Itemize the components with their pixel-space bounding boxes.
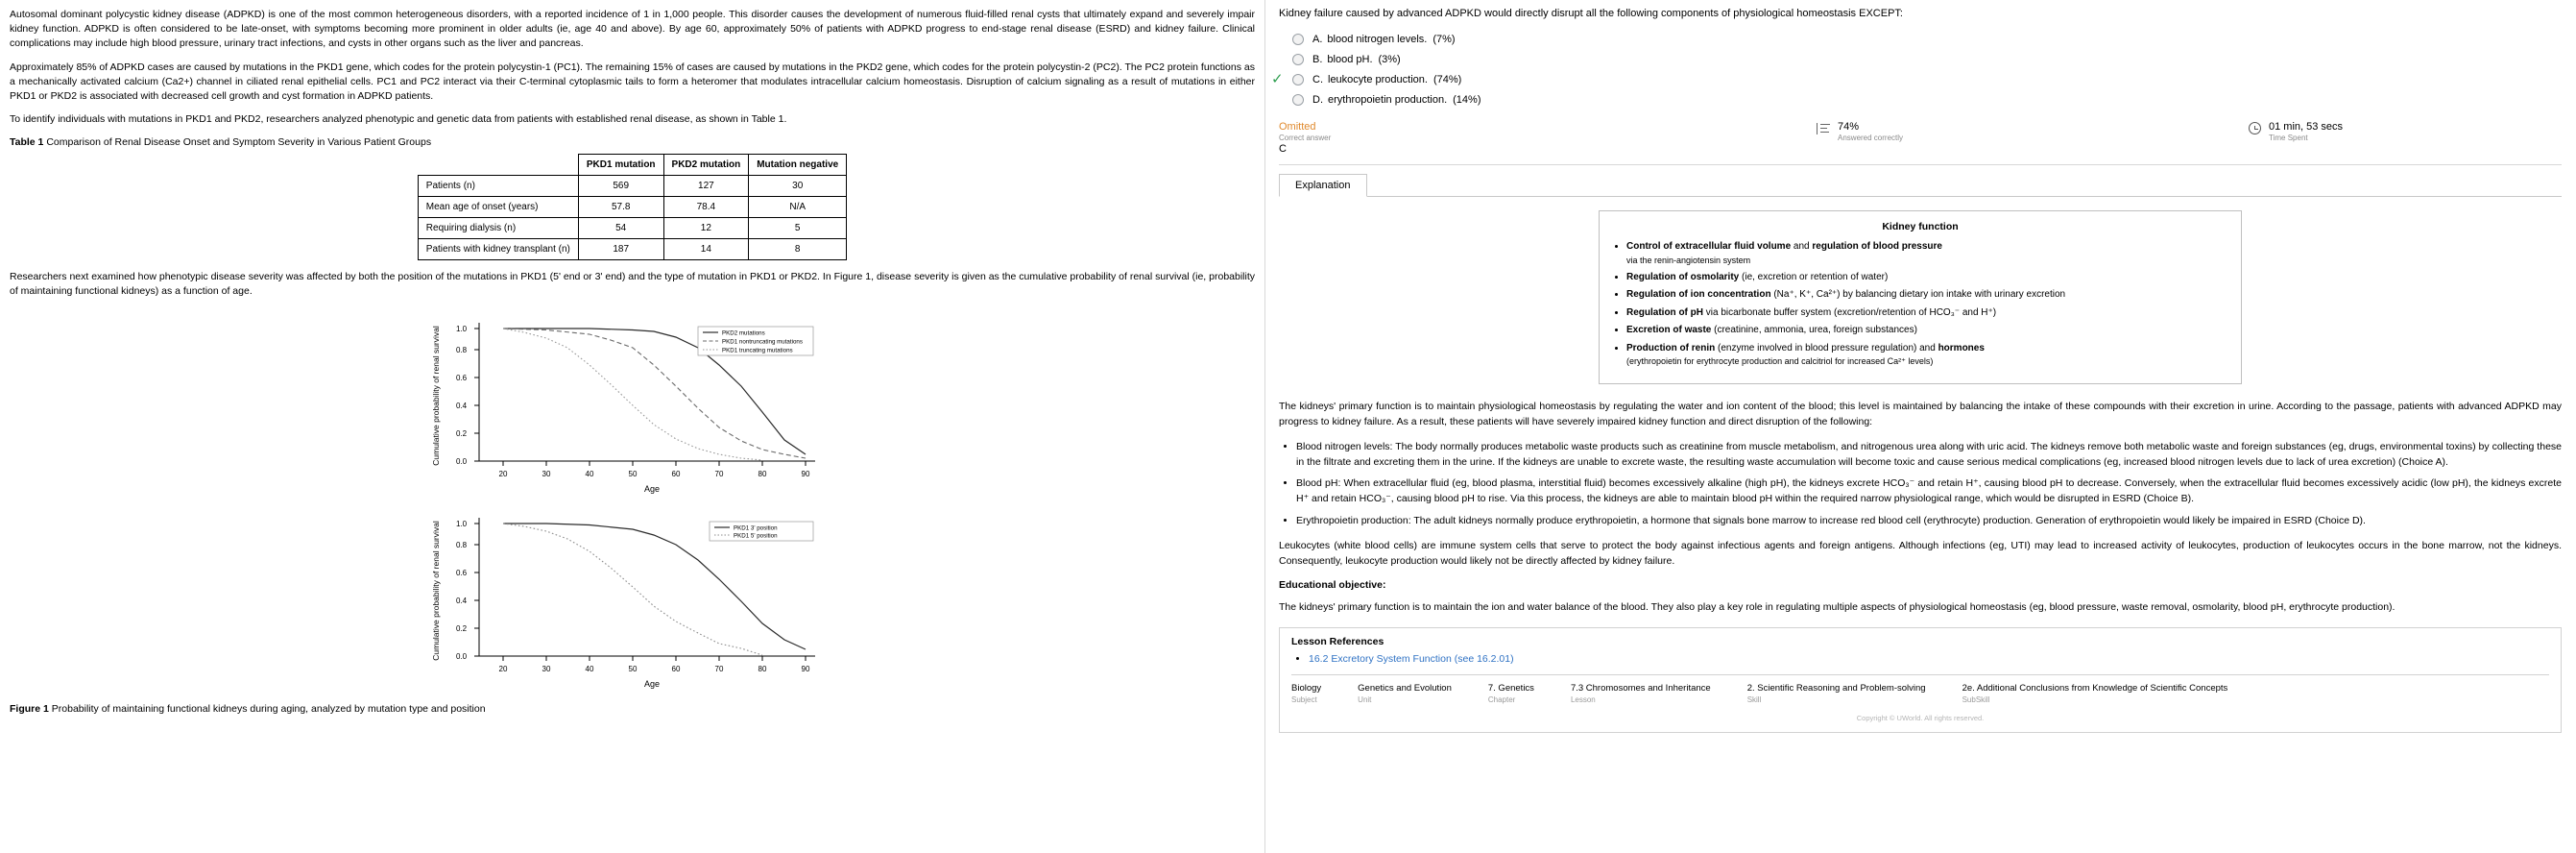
svg-text:50: 50 bbox=[628, 469, 637, 478]
svg-text:0.8: 0.8 bbox=[455, 345, 467, 354]
table-row-label: Patients (n) bbox=[418, 175, 578, 196]
table-cell: 78.4 bbox=[663, 196, 749, 217]
meta-lesson bbox=[1571, 683, 1711, 704]
table-caption-text: Comparison of Renal Disease Onset and Symptom Severity in Various Patient Groups bbox=[46, 135, 432, 148]
table-col-pkd1: PKD1 mutation bbox=[578, 154, 663, 175]
svg-text:0.2: 0.2 bbox=[455, 623, 467, 633]
meta-key: Chapter bbox=[1487, 695, 1516, 704]
educational-objective-text: The kidneys' primary function is to maintain the ion and water balance of the blood. They also play a key role in regulating multiple aspects of physiological homeostasis (eg, blood pressure, waste removal, osmolarity, blood pH, erythrocyte production). bbox=[1279, 601, 2395, 614]
table-cell: 30 bbox=[749, 175, 847, 196]
item-bold: Production of renin bbox=[1626, 342, 1716, 353]
figure-caption-label: Figure 1 bbox=[10, 702, 49, 715]
table-header-row bbox=[418, 154, 846, 175]
meta-chapter bbox=[1488, 683, 1534, 704]
choice-text: blood nitrogen levels. bbox=[1327, 33, 1428, 45]
answer-choice-a[interactable] bbox=[1292, 29, 2562, 49]
meta-subject bbox=[1291, 683, 1321, 704]
table-cell: 12 bbox=[663, 217, 749, 238]
table-row bbox=[418, 196, 846, 217]
explanation-bullet: • Blood pH: When extracellular fluid (eg, blood plasma, interstitial fluid) becomes excessively alkaline (high pH), the kidneys excrete HCO₃⁻ and retain H⁺, causing blood pH to decrease. Conversely, when the extracellular fluid becomes excessively acidic (low pH), the kidneys excrete H⁺ and retain HCO₃⁻, causing blood pH to rise. Via this process, the kidneys are able to maintain blood pH within the required narrow physiological range, which would be disrupted in ESRD (Choice B). bbox=[1296, 476, 2562, 507]
table-caption bbox=[10, 136, 1255, 148]
choice-letter: B. bbox=[1312, 53, 1323, 65]
explanation-bullets bbox=[1296, 440, 2562, 529]
svg-text:Cumulative probability of rena: Cumulative probability of renal survival bbox=[430, 326, 441, 466]
svg-text:20: 20 bbox=[498, 469, 507, 478]
svg-text:Age: Age bbox=[643, 483, 660, 494]
answer-choice-b[interactable] bbox=[1292, 49, 2562, 69]
time-spent-value: 01 min, 53 secs bbox=[2269, 121, 2344, 133]
answered-correctly-value: 74% bbox=[1838, 121, 1860, 133]
meta-key: Subject bbox=[1291, 695, 1317, 704]
svg-text:0.4: 0.4 bbox=[455, 401, 467, 410]
svg-text:70: 70 bbox=[714, 469, 723, 478]
choice-text: blood pH. bbox=[1327, 53, 1373, 65]
time-spent-block bbox=[2249, 121, 2343, 142]
answered-correctly-block bbox=[1817, 121, 2249, 142]
table-cell: 54 bbox=[578, 217, 663, 238]
table-cell: 187 bbox=[578, 238, 663, 259]
svg-text:50: 50 bbox=[628, 664, 637, 673]
table-cell: 5 bbox=[749, 217, 847, 238]
kidney-function-item bbox=[1626, 240, 2229, 266]
figure-caption-text: Probability of maintaining functional kidneys during aging, analyzed by mutation type and position bbox=[51, 702, 486, 715]
vignette-pane bbox=[0, 0, 1265, 853]
figure-1-top-chart bbox=[421, 307, 844, 502]
meta-value: 2. Scientific Reasoning and Problem-solving bbox=[1746, 682, 1926, 694]
svg-text:Cumulative probability of rena: Cumulative probability of renal survival bbox=[430, 521, 441, 661]
svg-text:Age: Age bbox=[643, 678, 660, 689]
table-cell: N/A bbox=[749, 196, 847, 217]
patient-groups-table bbox=[418, 154, 847, 260]
radio-button[interactable] bbox=[1292, 54, 1304, 65]
radio-button[interactable] bbox=[1292, 34, 1304, 45]
item-rest: (creatinine, ammonia, urea, foreign substances) bbox=[1711, 325, 1917, 336]
vignette-paragraph-3: To identify individuals with mutations in PKD1 and PKD2, researchers analyzed phenotypic and genetic data from patients with established renal disease, as shown in Table 1. bbox=[10, 113, 787, 126]
lesson-reference-link[interactable]: 16.2 Excretory System Function (see 16.2.01) bbox=[1309, 652, 1514, 665]
choice-letter: C. bbox=[1312, 73, 1323, 85]
tab-explanation[interactable]: Explanation bbox=[1279, 174, 1367, 197]
svg-text:PKD1 3' position: PKD1 3' position bbox=[733, 524, 778, 532]
meta-value: 2e. Additional Conclusions from Knowledge of Scientific Concepts bbox=[1962, 682, 2228, 694]
svg-text:30: 30 bbox=[542, 664, 550, 673]
choice-percent: (14%) bbox=[1453, 93, 1481, 106]
item-rest: (Na⁺, K⁺, Ca²⁺) by balancing dietary ion intake with urinary excretion bbox=[1770, 289, 2066, 301]
figure-caption bbox=[10, 703, 1255, 715]
check-icon: ✓ bbox=[1271, 71, 1284, 87]
table-row-label: Mean age of onset (years) bbox=[418, 196, 578, 217]
item-rest: (enzyme involved in blood pressure regulation) and bbox=[1715, 342, 1938, 353]
item-bold: Regulation of pH bbox=[1626, 306, 1703, 318]
svg-text:0.2: 0.2 bbox=[455, 428, 467, 438]
item-bold: Regulation of osmolarity bbox=[1626, 271, 1740, 282]
table-cell: 8 bbox=[749, 238, 847, 259]
clock-icon bbox=[2249, 122, 2261, 134]
result-summary-bar bbox=[1279, 121, 2562, 165]
svg-text:PKD1 nontruncating mutations: PKD1 nontruncating mutations bbox=[721, 338, 803, 346]
svg-text:0.6: 0.6 bbox=[455, 568, 467, 577]
svg-text:40: 40 bbox=[585, 469, 593, 478]
kidney-function-box-title: Kidney function bbox=[1882, 221, 1959, 232]
item-subnote: via the renin-angiotensin system bbox=[1626, 255, 1751, 265]
choice-text: erythropoietin production. bbox=[1328, 93, 1448, 106]
item-rest: and bbox=[1791, 241, 1813, 252]
lesson-references-box bbox=[1279, 627, 2562, 733]
svg-text:0.0: 0.0 bbox=[455, 456, 467, 466]
kidney-function-box bbox=[1599, 210, 2242, 384]
omitted-status-block bbox=[1279, 121, 1817, 155]
answer-choices bbox=[1271, 29, 2562, 110]
svg-text:PKD2 mutations: PKD2 mutations bbox=[721, 329, 765, 337]
table-corner-cell bbox=[418, 154, 578, 175]
meta-key: Skill bbox=[1746, 695, 1762, 704]
item-bold-2: hormones bbox=[1938, 342, 1985, 353]
figure-1-top-chart-wrap bbox=[10, 307, 1255, 502]
tab-strip bbox=[1279, 173, 2562, 197]
meta-value: Genetics and Evolution bbox=[1358, 682, 1452, 694]
question-stem: Kidney failure caused by advanced ADPKD would directly disrupt all the following components of physiological homeostasis EXCEPT: bbox=[1279, 8, 1903, 19]
svg-text:30: 30 bbox=[542, 469, 550, 478]
meta-key: Unit bbox=[1358, 695, 1372, 704]
table-row-label: Requiring dialysis (n) bbox=[418, 217, 578, 238]
svg-text:60: 60 bbox=[671, 469, 680, 478]
table-row bbox=[418, 175, 846, 196]
correct-answer-caption: Correct answer bbox=[1279, 134, 1332, 142]
table-row bbox=[418, 217, 846, 238]
choice-percent: (74%) bbox=[1432, 73, 1462, 85]
vignette-paragraph-1: Autosomal dominant polycystic kidney disease (ADPKD) is one of the most common heterogeneous disorders, with a reported incidence of 1 in 1,000 people. This disorder causes the development of numerous fluid-filled renal cysts that ultimately expand and severely impair kidney function. ADPKD is often considered to be late-onset, with symptoms becoming more prominent in older adults (ie, age 40 and above). By age 60, approximately 50% of patients with ADPKD progress to end-stage renal disease (ESRD) and kidney failure. Clinical complications may include high blood pressure, urinary tract infections, and cysts in other organs such as the liver and pancreas. bbox=[10, 9, 1255, 50]
item-bold-2: regulation of blood pressure bbox=[1812, 241, 1942, 252]
choice-text: leukocyte production. bbox=[1328, 73, 1428, 85]
item-bold: Excretion of waste bbox=[1626, 325, 1712, 336]
explanation-closing: Leukocytes (white blood cells) are immune system cells that serve to protect the body against infectious agents and foreign antigens. Although infections (eg, UTI) may lead to increased activity of leukocytes, production of leukocytes occurs in the bone marrow, not the kidneys. Consequently, leukocyte production would likely not be directly affected by kidney failure. bbox=[1279, 540, 2562, 567]
table-cell: 127 bbox=[663, 175, 749, 196]
svg-text:60: 60 bbox=[671, 664, 680, 673]
svg-text:90: 90 bbox=[801, 664, 809, 673]
svg-text:0.8: 0.8 bbox=[455, 540, 467, 549]
answered-correctly-label: Answered correctly bbox=[1838, 134, 1904, 142]
meta-key: SubSkill bbox=[1962, 695, 1990, 704]
svg-text:0.4: 0.4 bbox=[455, 596, 467, 605]
lesson-references-list bbox=[1291, 653, 2549, 665]
correct-answer-value: C bbox=[1279, 143, 1287, 155]
table-cell: 569 bbox=[578, 175, 663, 196]
lesson-references-title: Lesson References bbox=[1291, 635, 1384, 647]
answer-choice-c[interactable] bbox=[1271, 69, 2562, 89]
meta-value: 7.3 Chromosomes and Inheritance bbox=[1570, 682, 1711, 694]
explanation-bullet: • Erythropoietin production: The adult kidneys normally produce erythropoietin, a hormone that signals bone marrow to increase red blood cell (erythrocyte) production. Generation of erythropoietin would likely be impaired in ESRD (Choice D). bbox=[1296, 514, 2562, 529]
figure-1-bottom-chart bbox=[421, 502, 844, 697]
copyright-notice: Copyright © UWorld. All rights reserved. bbox=[1856, 713, 1985, 722]
table-row bbox=[418, 238, 846, 259]
svg-text:40: 40 bbox=[585, 664, 593, 673]
tabs bbox=[1279, 173, 2562, 196]
table-caption-label: Table 1 bbox=[10, 135, 44, 148]
svg-text:0.0: 0.0 bbox=[455, 651, 467, 661]
vignette-paragraph-2: Approximately 85% of ADPKD cases are caused by mutations in the PKD1 gene, which codes for the protein polycystin-1 (PC1). The remaining 15% of cases are caused by mutations in the PKD2 gene, which codes for the protein polycystin-2 (PC2). The PC2 protein functions as a mechanically activated calcium (Ca2+) channel in ciliated renal epithelial cells. PC1 and PC2 interact via their C-terminal cytoplasmic tails to form a heteromer that modulates intracellular calcium homeostasis. Disruption of calcium signaling as a result of mutations in either PKD1 or PKD2 is associated with decreased cell growth and cyst formation in ADPKD patients. bbox=[10, 61, 1255, 103]
table-cell: 14 bbox=[663, 238, 749, 259]
omitted-status-label: Omitted bbox=[1279, 121, 1316, 133]
kidney-function-item bbox=[1626, 342, 2229, 368]
kidney-function-item bbox=[1626, 271, 2229, 284]
bar-chart-icon bbox=[1817, 123, 1830, 134]
kidney-function-item bbox=[1626, 306, 2229, 320]
item-rest: via bicarbonate buffer system (excretion/retention of HCO₃⁻ and H⁺) bbox=[1703, 306, 1997, 318]
meta-unit bbox=[1358, 683, 1452, 704]
renal-survival-chart-by-mutation-position bbox=[421, 502, 844, 695]
choice-letter: A. bbox=[1312, 33, 1323, 45]
renal-survival-chart-by-mutation-type bbox=[421, 307, 844, 500]
kidney-function-item bbox=[1626, 288, 2229, 302]
svg-text:0.6: 0.6 bbox=[455, 373, 467, 382]
explanation-bullet: • Blood nitrogen levels: The body normally produces metabolic waste products such as creatinine from muscle metabolism, and nitrogenous urea along with uric acid. The kidneys remove both metabolic waste and foreign substances (eg, drugs, environmental toxins) by collecting these in the filtrate and excreting them in the urine. If the kidneys are unable to excrete waste, the resulting waste accumulation will become toxic and cause serious medical complications (eg, increased blood nitrogen levels due to lack of urea excretion) (Choice A). bbox=[1296, 440, 2562, 471]
meta-skill bbox=[1747, 683, 1926, 704]
svg-text:70: 70 bbox=[714, 664, 723, 673]
choice-letter: D. bbox=[1312, 93, 1323, 106]
answer-choice-d[interactable] bbox=[1292, 89, 2562, 110]
svg-text:PKD1 5' position: PKD1 5' position bbox=[733, 532, 778, 540]
svg-text:90: 90 bbox=[801, 469, 809, 478]
svg-text:1.0: 1.0 bbox=[455, 519, 467, 528]
item-subnote: (erythropoietin for erythrocyte production and calcitriol for increased Ca²⁺ levels) bbox=[1626, 356, 1934, 367]
meta-subskill bbox=[1962, 683, 2228, 704]
choice-percent: (7%) bbox=[1432, 33, 1456, 45]
svg-text:20: 20 bbox=[498, 664, 507, 673]
time-spent-label: Time Spent bbox=[2269, 134, 2308, 142]
question-pane bbox=[1265, 0, 2575, 853]
kidney-function-list bbox=[1611, 240, 2229, 367]
item-rest: (ie, excretion or retention of water) bbox=[1739, 271, 1889, 282]
svg-text:80: 80 bbox=[758, 664, 766, 673]
svg-text:80: 80 bbox=[758, 469, 766, 478]
figure-1-bottom-chart-wrap bbox=[10, 502, 1255, 697]
table-col-negative: Mutation negative bbox=[749, 154, 847, 175]
vignette-post-table-paragraph: Researchers next examined how phenotypic disease severity was affected by both the position of the mutations in PKD1 (5' end or 3' end) and the type of mutation in PKD1 or PKD2. In Figure 1, disease severity is given as the cumulative probability of renal survival (ie, probability of maintaining functional kidneys) as a function of age. bbox=[10, 270, 1255, 297]
meta-value: Biology bbox=[1291, 682, 1322, 694]
meta-value: 7. Genetics bbox=[1487, 682, 1534, 694]
explanation-intro: The kidneys' primary function is to maintain physiological homeostasis by regulating the water and ion content of the blood; this level is maintained by balancing the intake of these compounds with their excretion in urine. According to the passage, patients with advanced ADPKD may progress to kidney failure. As a result, these patients will have severely impaired kidney function and direct disruption of the following: bbox=[1279, 401, 2562, 428]
table-cell: 57.8 bbox=[578, 196, 663, 217]
radio-button[interactable] bbox=[1292, 94, 1304, 106]
choice-percent: (3%) bbox=[1378, 53, 1401, 65]
list-item[interactable] bbox=[1309, 653, 2549, 665]
table-col-pkd2: PKD2 mutation bbox=[663, 154, 749, 175]
radio-button[interactable] bbox=[1292, 74, 1304, 85]
item-bold: Regulation of ion concentration bbox=[1626, 289, 1771, 301]
kidney-function-item bbox=[1626, 324, 2229, 337]
lesson-meta-row bbox=[1291, 674, 2549, 704]
item-bold: Control of extracellular fluid volume bbox=[1626, 241, 1792, 252]
meta-key: Lesson bbox=[1570, 695, 1596, 704]
table-row-label: Patients with kidney transplant (n) bbox=[418, 238, 578, 259]
svg-text:PKD1 truncating mutations: PKD1 truncating mutations bbox=[721, 347, 793, 354]
svg-text:1.0: 1.0 bbox=[455, 324, 467, 333]
educational-objective-title: Educational objective: bbox=[1279, 578, 1386, 591]
